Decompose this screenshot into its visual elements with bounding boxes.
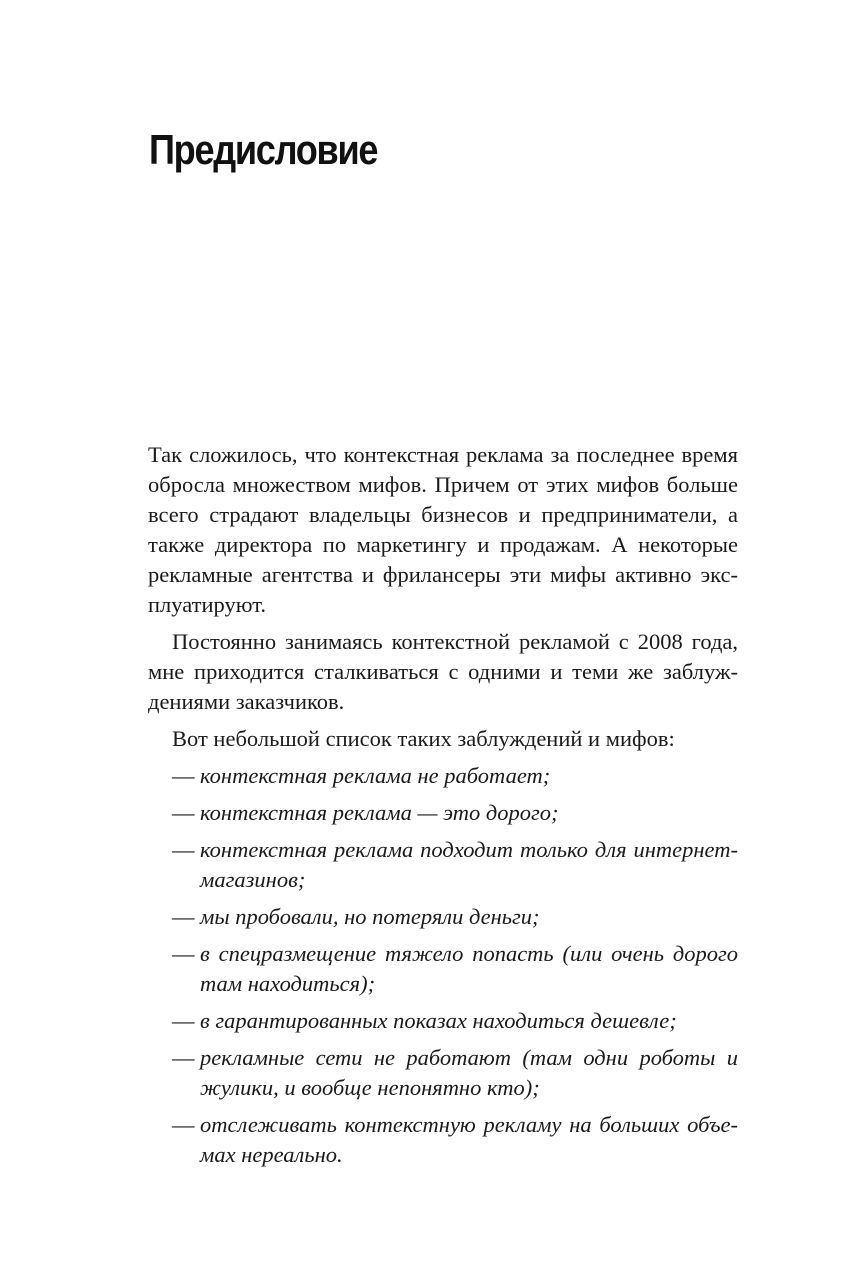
- dash-bullet: —: [172, 941, 195, 966]
- dash-bullet: —: [172, 1008, 195, 1033]
- myth-text: рекламные сети не работают (там одни роботы и жулики, и вообще непонятно кто);: [200, 1045, 738, 1100]
- myth-text: контекстная реклама подходит только для интернет-магазинов;: [200, 837, 738, 892]
- list-item: [148, 798, 738, 828]
- myth-text: отслеживать контекстную рекламу на больших объемах нереально.: [200, 1112, 738, 1167]
- list-intro-paragraph: Вот небольшой список таких заблуждений и мифов:: [172, 726, 675, 751]
- myth-text: контекстная реклама не работает;: [200, 763, 551, 788]
- list-item: [148, 1110, 738, 1170]
- chapter-title: Предисловие: [149, 126, 378, 173]
- dash-bullet: —: [172, 800, 195, 825]
- dash-bullet: —: [172, 837, 195, 862]
- dash-bullet: —: [172, 904, 195, 929]
- myth-list: [148, 761, 738, 1170]
- myth-text: мы пробовали, но потеряли деньги;: [200, 904, 540, 929]
- myth-text: в гарантированных показах находиться дешевле;: [200, 1008, 677, 1033]
- list-item: [148, 761, 738, 791]
- list-item: [148, 1006, 738, 1036]
- list-item: [148, 1043, 738, 1103]
- list-item: [148, 835, 738, 895]
- list-item: [148, 902, 738, 932]
- intro-paragraph: Так сложилось, что контекстная реклама за последнее время обросла множеством мифов. Причем от этих мифов больше всего страдают владельцы бизнесов и предприниматели, а также директора по маркетингу и продажам. А некоторые рекламные агентства и фрилансеры эти мифы активно эксплуатируют.: [148, 442, 738, 617]
- list-item: [148, 939, 738, 999]
- chapter-body: [148, 440, 738, 1177]
- myth-text: в спецразмещение тяжело попасть (или очень дорого там находиться);: [200, 941, 738, 996]
- dash-bullet: —: [172, 1045, 195, 1070]
- experience-paragraph: Постоянно занимаясь контекстной рекламой с 2008 года, мне приходится сталкиваться с одними и теми же заблуждениями заказчиков.: [148, 629, 738, 714]
- dash-bullet: —: [172, 1112, 195, 1137]
- dash-bullet: —: [172, 763, 195, 788]
- myth-text: контекстная реклама — это дорого;: [200, 800, 559, 825]
